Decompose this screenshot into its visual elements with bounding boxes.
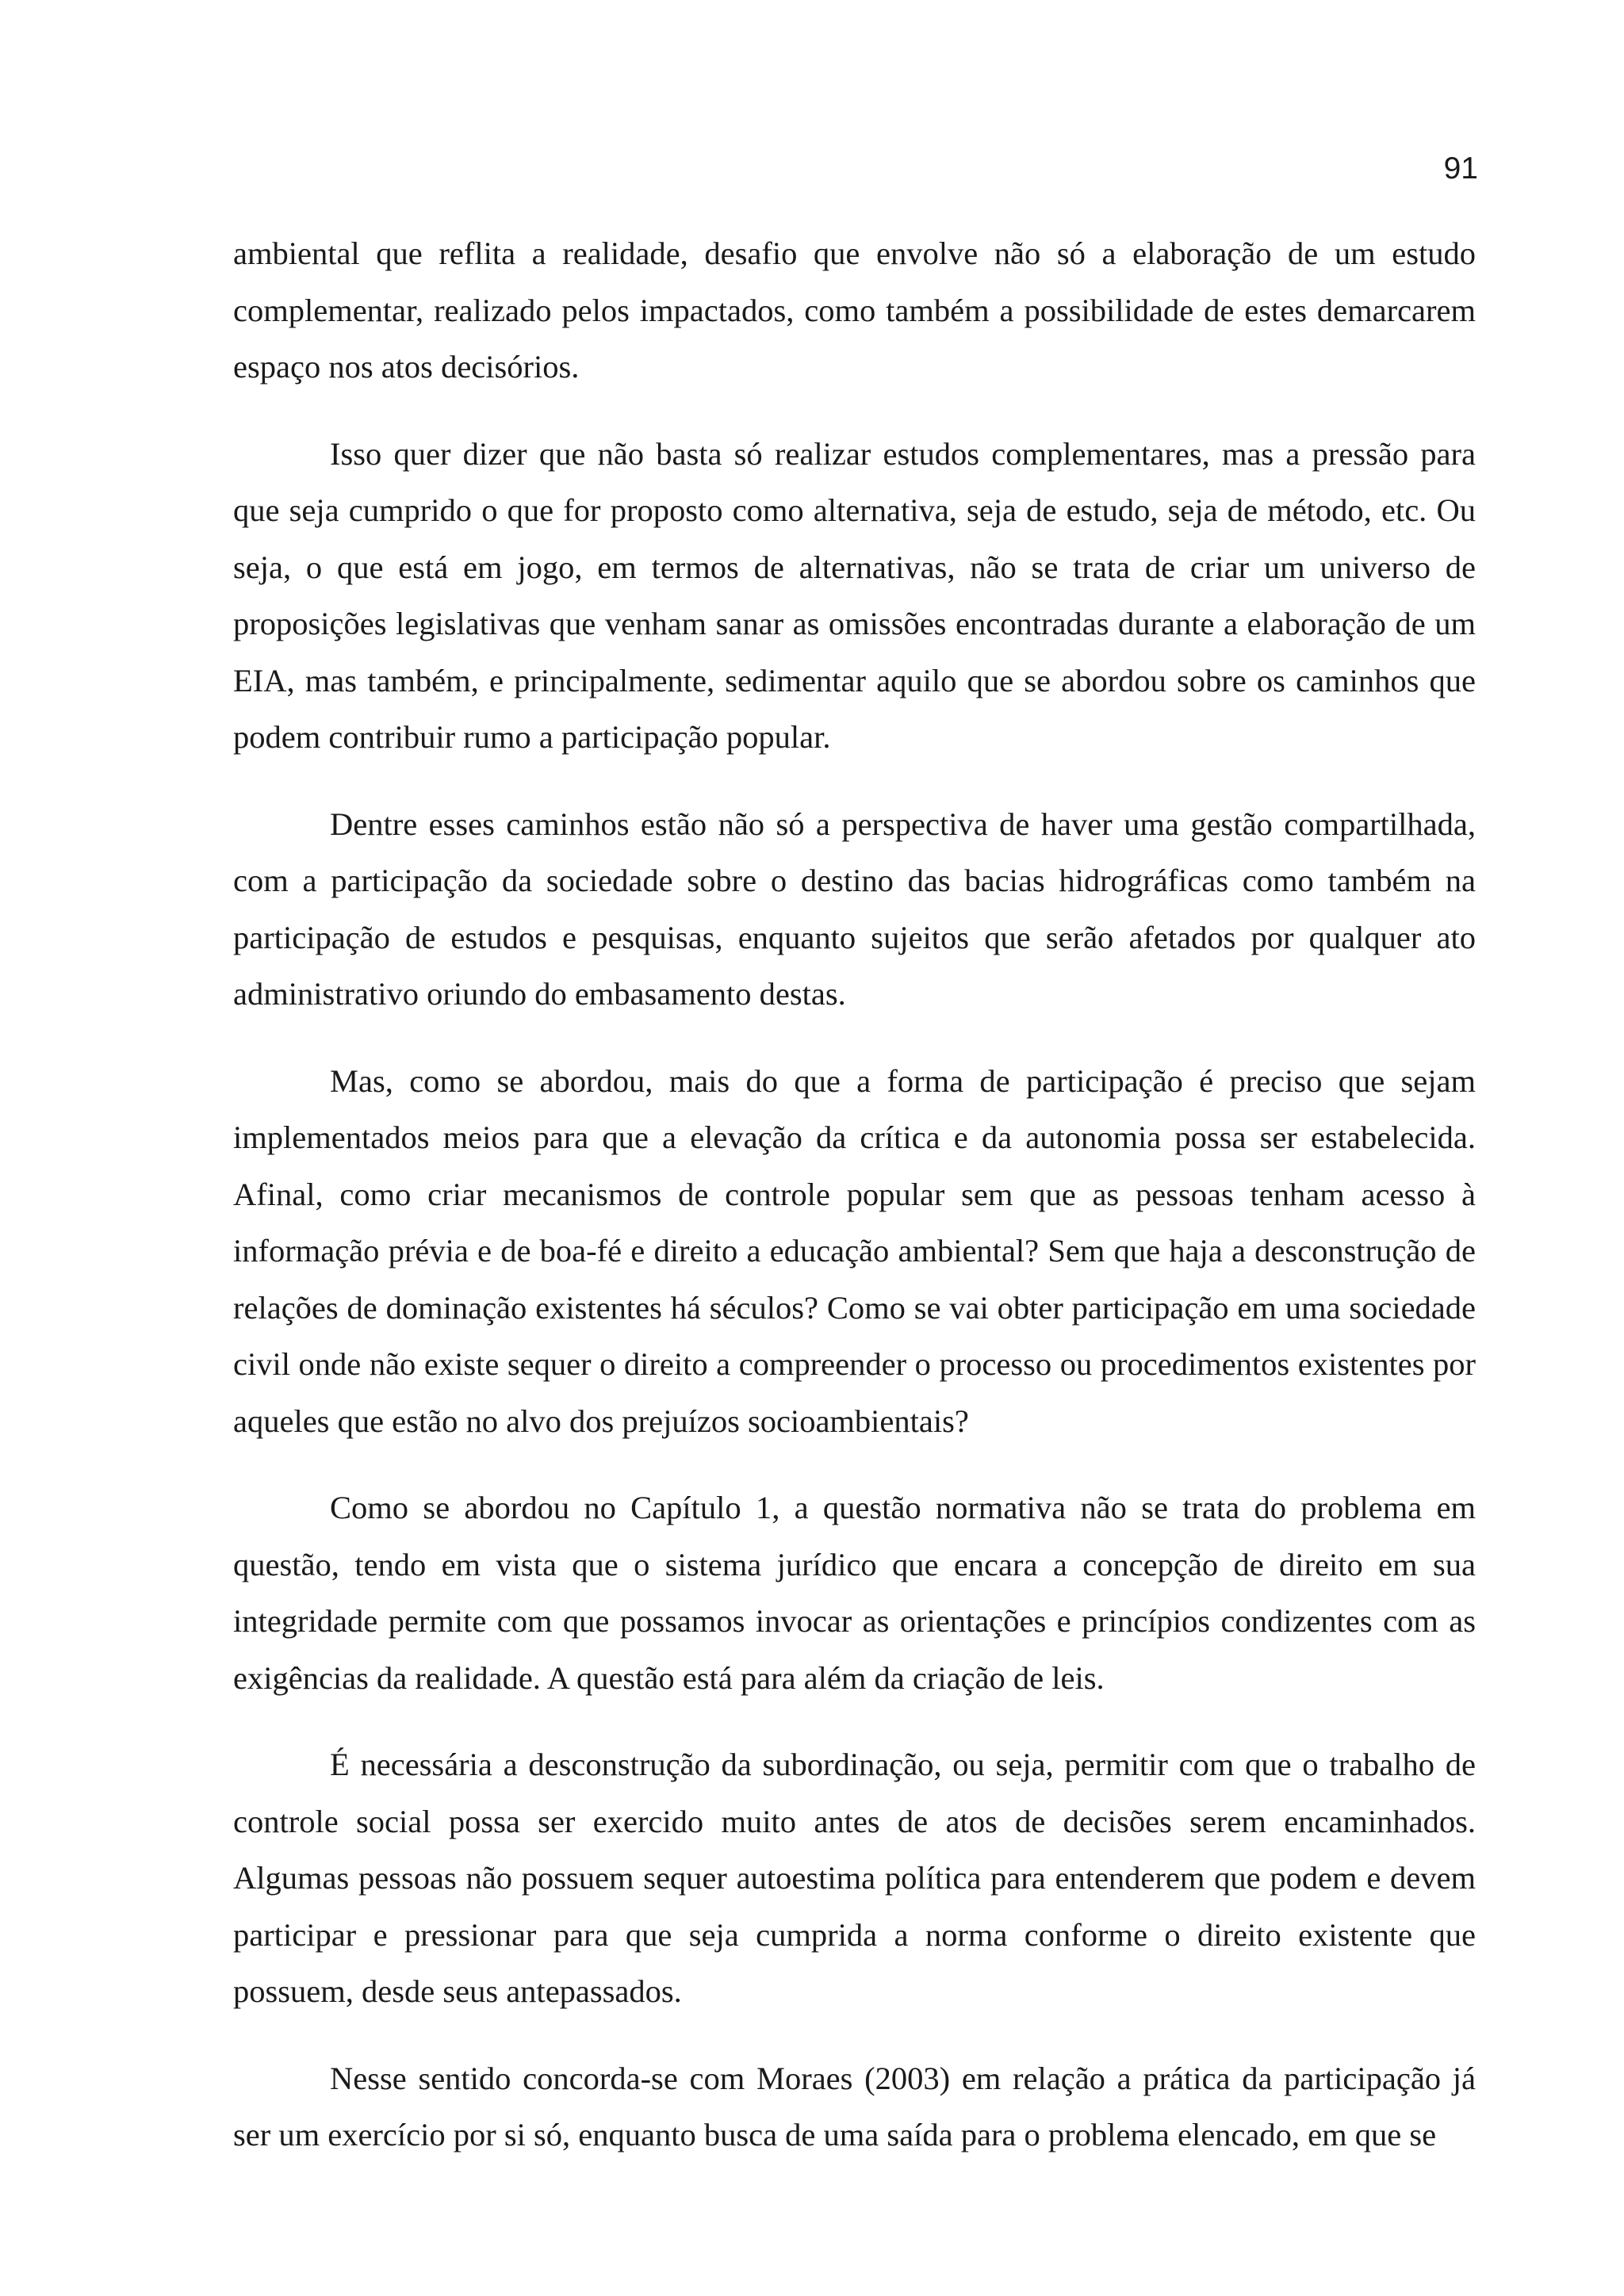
paragraph: Isso quer dizer que não basta só realizar estudos complementares, mas a pressão para que seja cumprido o que for proposto como alternativa, seja de estudo, seja de método, etc. Ou seja, o que está em jogo, em termos de alternativas, não se trata de criar um universo de proposições legislativas que venham sanar as omissões encontradas durante a elaboração de um EIA, mas também, e principalmente, sedimentar aquilo que se abordou sobre os caminhos que podem contribuir rumo a participação popular.: [233, 435, 1476, 755]
paragraph: Mas, como se abordou, mais do que a forma de participação é preciso que sejam implementados meios para que a elevação da crítica e da autonomia possa ser estabelecida. Afinal, como criar mecanismos de controle popular sem que as pessoas tenham acesso à informação prévia e de boa-fé e direito a educação ambiental? Sem que haja a desconstrução de relações de dominação existentes há séculos? Como se vai obter participação em uma sociedade civil onde não existe sequer o direito a compreender o processo ou procedimentos existentes por aqueles que estão no alvo dos prejuízos socioambientais?: [233, 1062, 1476, 1439]
paragraph: É necessária a desconstrução da subordinação, ou seja, permitir com que o trabalho de controle social possa ser exercido muito antes de atos de decisões serem encaminhados. Algumas pessoas não possuem sequer autoestima política para entenderem que podem e devem participar e pressionar para que seja cumprida a norma conforme o direito existente que possuem, desde seus antepassados.: [233, 1747, 1476, 2009]
page-number: 91: [1443, 151, 1478, 186]
body-text: [233, 225, 1476, 2194]
paragraph: Dentre esses caminhos estão não só a perspectiva de haver uma gestão compartilhada, com a participação da sociedade sobre o destino das bacias hidrográficas como também na participação de estudos e pesquisas, enquanto sujeitos que serão afetados por qualquer ato administrativo oriundo do embasamento destas.: [233, 806, 1476, 1012]
paragraph: Nesse sentido concorda-se com Moraes (2003) em relação a prática da participação já ser um exercício por si só, enquanto busca de uma saída para o problema elencado, em que se: [233, 2060, 1476, 2152]
paragraph-continuation: ambiental que reflita a realidade, desafio que envolve não só a elaboração de um estudo complementar, realizado pelos impactados, como também a possibilidade de estes demarcarem espaço nos atos decisórios.: [233, 235, 1476, 385]
paragraph: Como se abordou no Capítulo 1, a questão normativa não se trata do problema em questão, tendo em vista que o sistema jurídico que encara a concepção de direito em sua integridade permite com que possamos invocar as orientações e princípios condizentes com as exigências da realidade. A questão está para além da criação de leis.: [233, 1490, 1476, 1696]
